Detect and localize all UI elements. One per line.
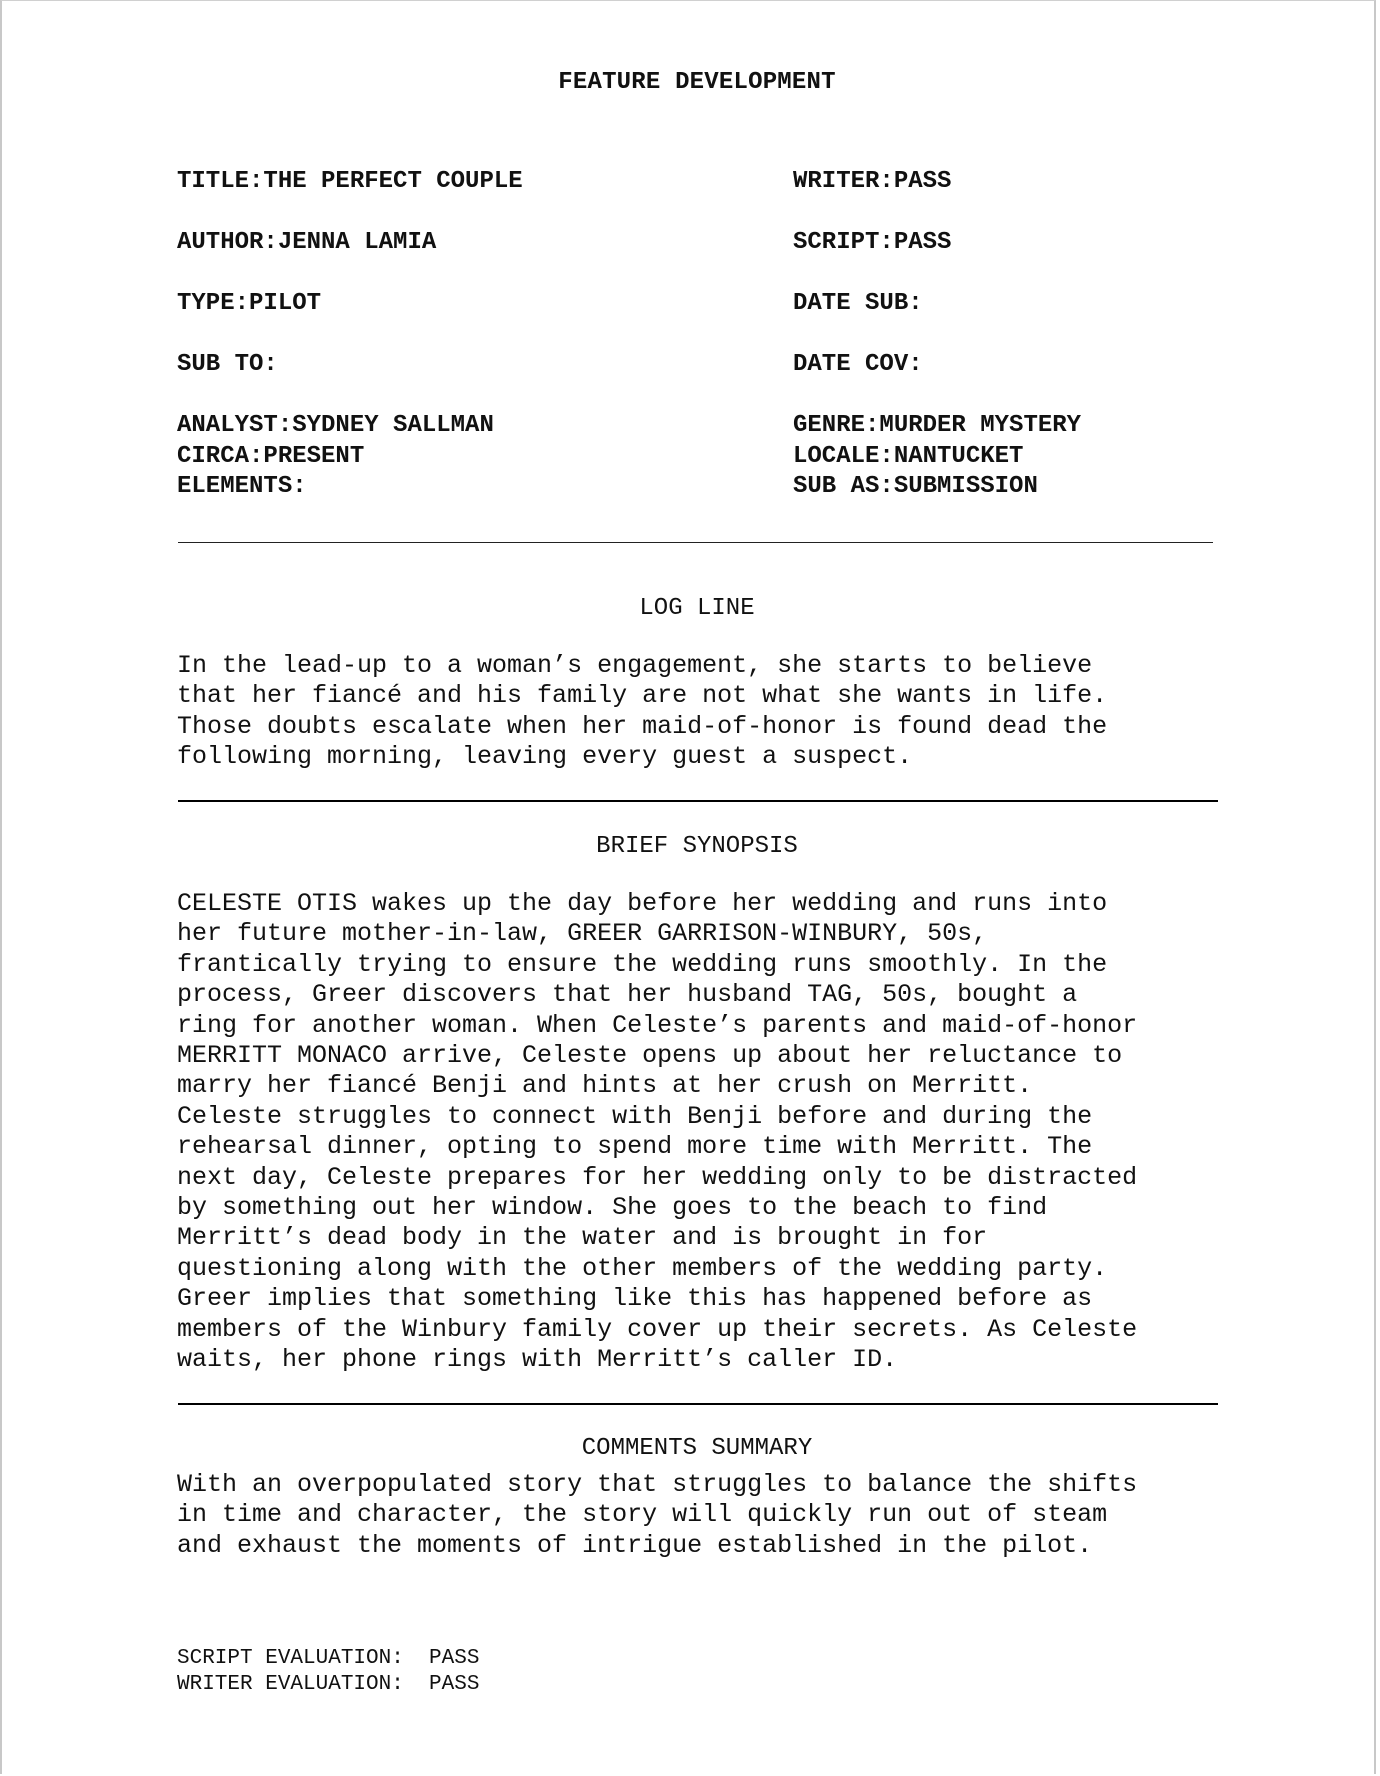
- field-circa: CIRCA:PRESENT: [177, 443, 365, 470]
- writer-evaluation: WRITER EVALUATION: PASS: [177, 1673, 480, 1696]
- divider-1: [178, 800, 1218, 802]
- synopsis-heading: BRIEF SYNOPSIS: [596, 833, 798, 860]
- field-sub-as: SUB AS:SUBMISSION: [793, 473, 1038, 500]
- field-locale: LOCALE:NANTUCKET: [793, 443, 1024, 470]
- field-author: AUTHOR:JENNA LAMIA: [177, 229, 437, 256]
- log-line-text: In the lead-up to a woman’s engagement, she starts to believe that her fiancé and his family are not what she wants in life. Those doubts escalate when her maid-of-honor is found dead the following morning, leaving every guest a suspect.: [177, 651, 1108, 772]
- field-type: TYPE:PILOT: [177, 290, 322, 317]
- field-analyst: ANALYST:SYDNEY SALLMAN: [177, 412, 494, 439]
- field-genre: GENRE:MURDER MYSTERY: [793, 412, 1082, 439]
- synopsis-text: CELESTE OTIS wakes up the day before her wedding and runs into her future mother-in-law, GREER GARRISON-WINBURY, 50s, frantically trying to ensure the wedding runs smoothly. In the process, Greer discovers that her husband TAG, 50s, bought a ring for another woman. When Celeste’s parents and maid-of-honor MERRITT MONACO arrive, Celeste opens up about her reluctance to marry her fiancé Benji and hints at her crush on Merritt. Celeste struggles to connect with Benji before and during the rehearsal dinner, opting to spend more time with Merritt. The next day, Celeste prepares for her wedding only to be distracted by something out her window. She goes to the beach to find Merritt’s dead body in the water and is brought in for questioning along with the other members of the wedding party. Greer implies that something like this has happened before as members of the Winbury family cover up their secrets. As Celeste waits, her phone rings with Merritt’s caller ID.: [177, 889, 1138, 1375]
- field-script: SCRIPT:PASS: [793, 229, 952, 256]
- comments-heading: COMMENTS SUMMARY: [581, 1435, 813, 1462]
- script-evaluation: SCRIPT EVALUATION: PASS: [177, 1647, 480, 1670]
- field-title: TITLE:THE PERFECT COUPLE: [177, 168, 523, 195]
- field-sub-to: SUB TO:: [177, 351, 278, 378]
- field-elements: ELEMENTS:: [177, 473, 307, 500]
- header-underline: [178, 542, 1213, 543]
- comments-text: With an overpopulated story that struggles to balance the shifts in time and character, the story will quickly run out of steam and exhaust the moments of intrigue established in the pilot.: [177, 1470, 1138, 1560]
- field-date-sub: DATE SUB:: [793, 290, 923, 317]
- document-title: FEATURE DEVELOPMENT: [558, 69, 836, 96]
- field-writer: WRITER:PASS: [793, 168, 952, 195]
- divider-2: [178, 1403, 1218, 1405]
- field-date-cov: DATE COV:: [793, 351, 923, 378]
- log-line-heading: LOG LINE: [639, 595, 755, 622]
